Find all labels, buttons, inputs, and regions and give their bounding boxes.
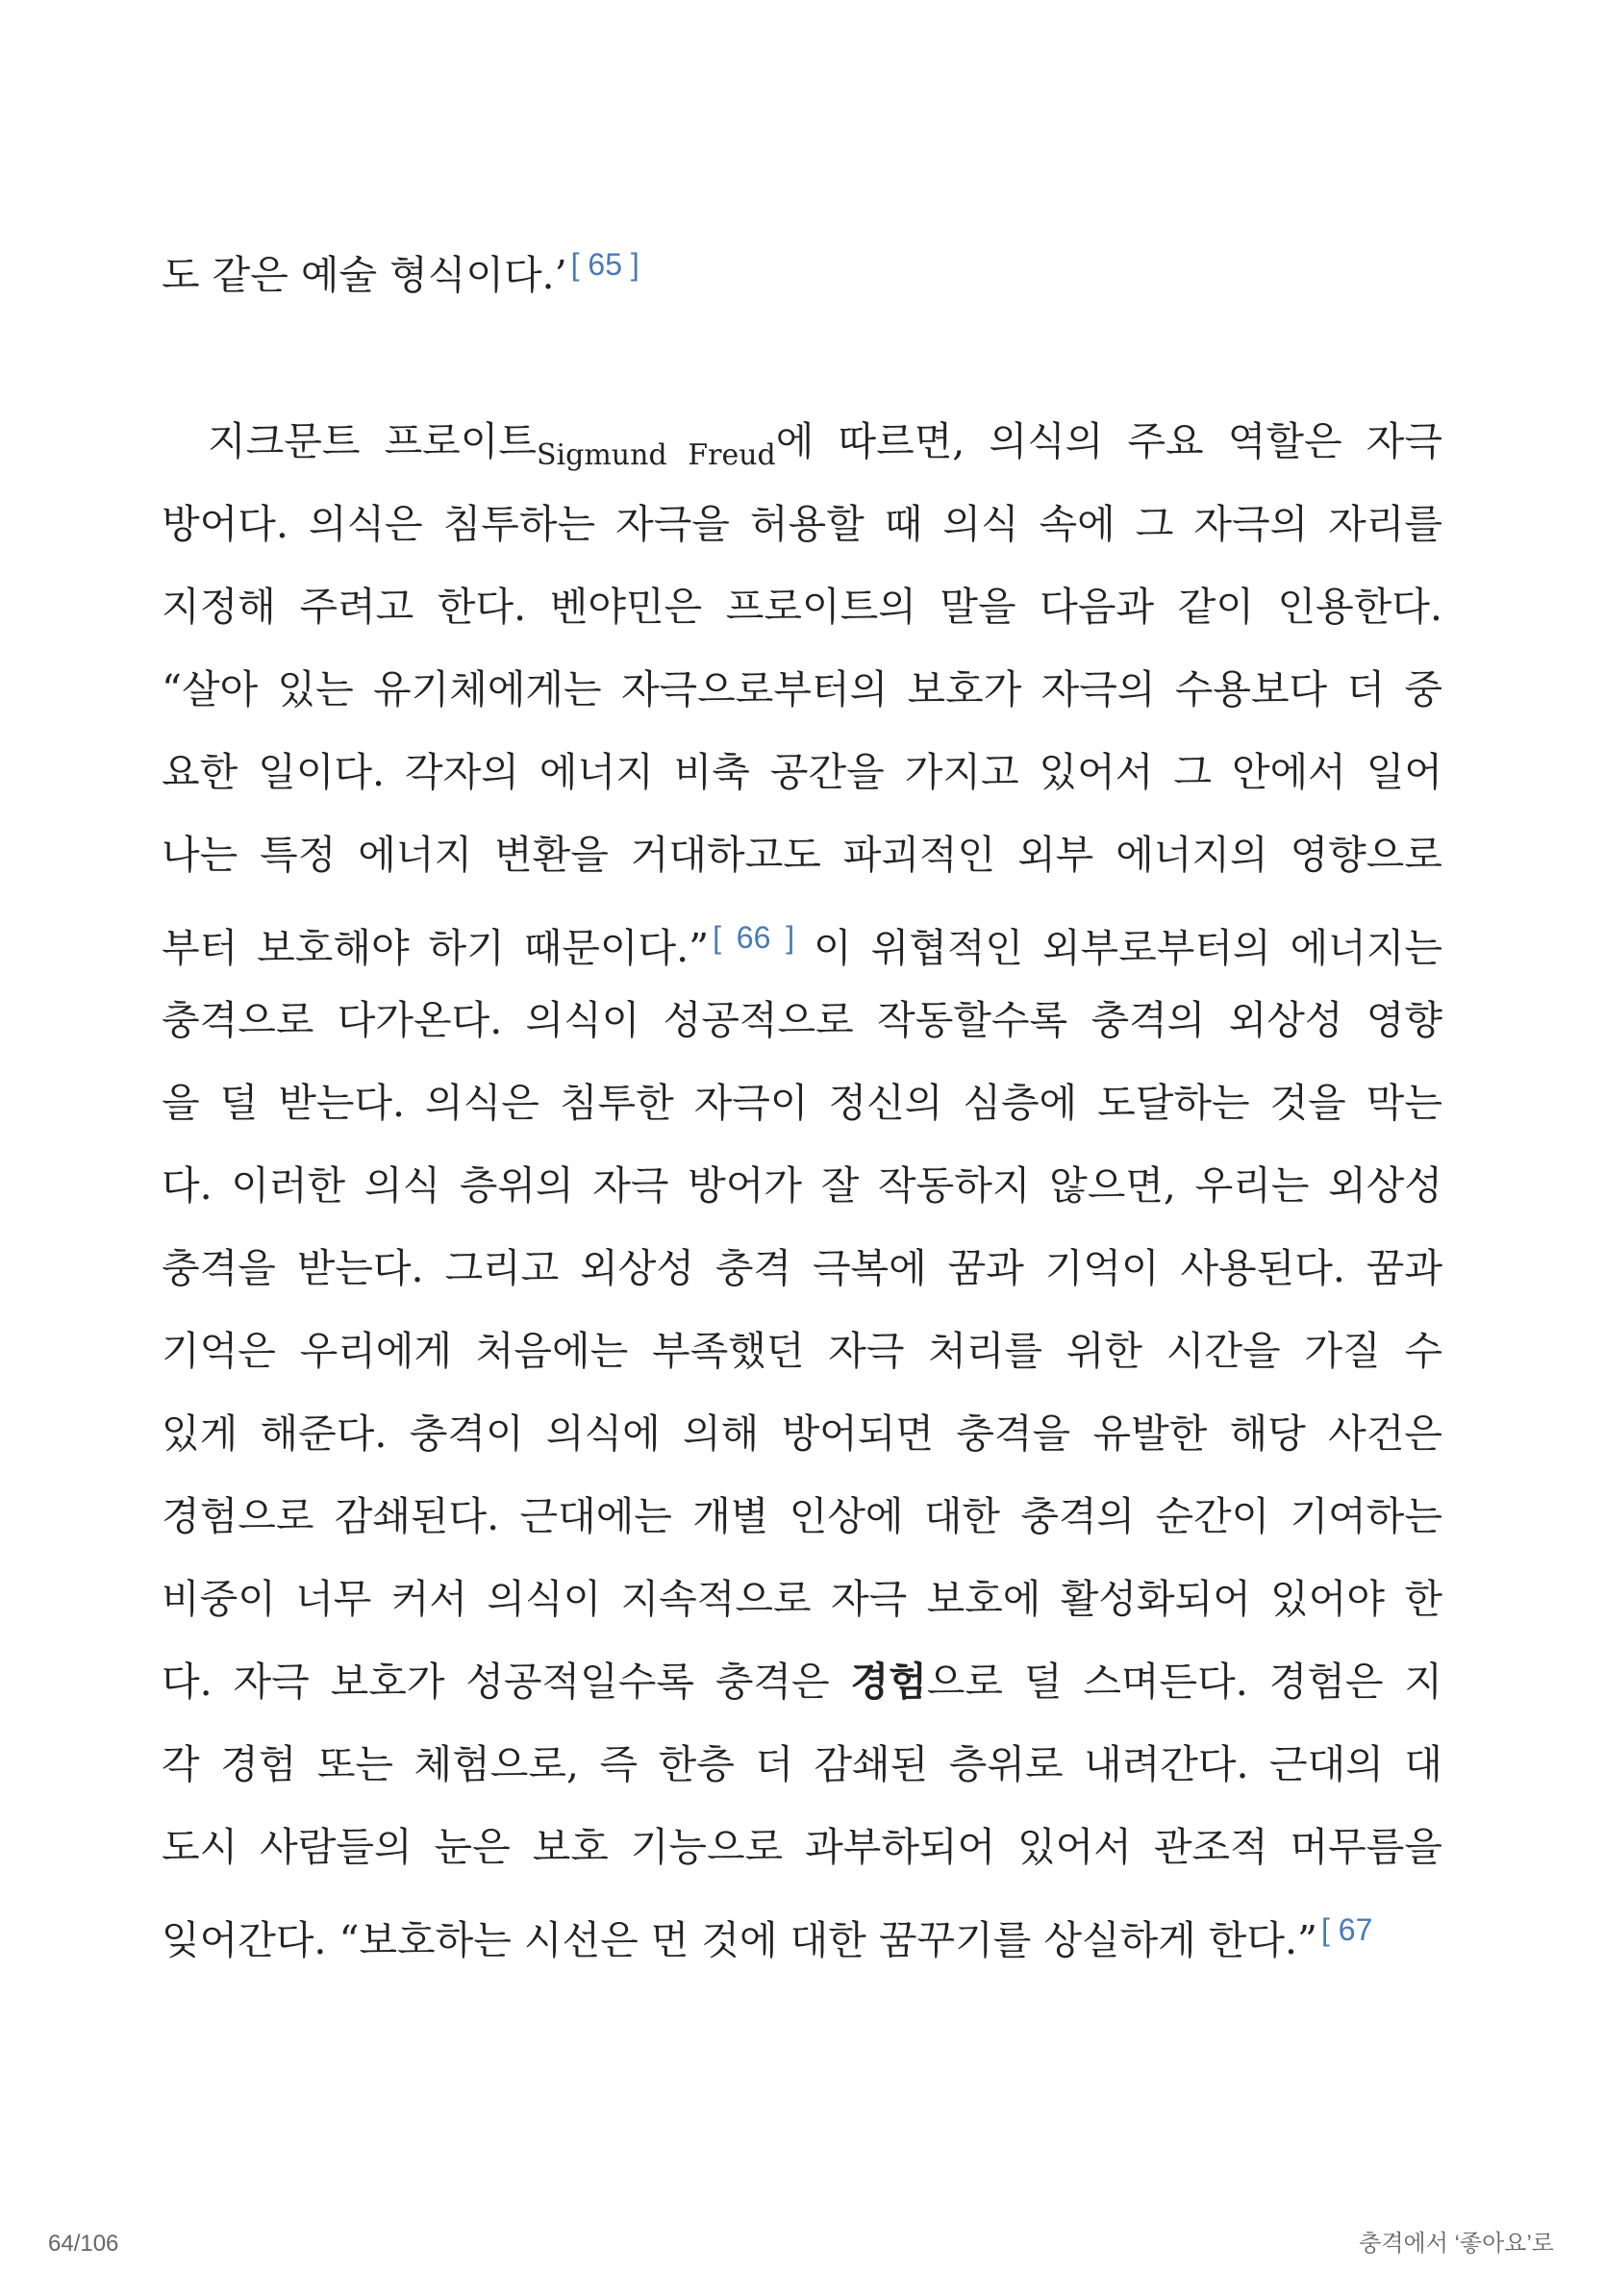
text-line: 방어다. 의식은 침투하는 자극을 허용할 때 의식 속에 그 자극의 자리를 bbox=[162, 501, 1442, 547]
text-line: 을 덜 받는다. 의식은 침투한 자극이 정신의 심층에 도달하는 것을 막는 bbox=[162, 1080, 1442, 1126]
book-title: 충격에서 ‘좋아요’로 bbox=[1359, 2231, 1554, 2257]
text-line: 기억은 우리에게 처음에는 부족했던 자극 처리를 위한 시간을 가질 수 bbox=[162, 1328, 1442, 1374]
text-run: 지크문트 프로이트 bbox=[208, 418, 537, 464]
text-run: 이 위협적인 외부로부터의 에너지는 bbox=[794, 925, 1442, 971]
text-line bbox=[162, 400, 1442, 483]
text-line bbox=[162, 1888, 1442, 1971]
text-run: 으로 덜 스며든다. 경험은 지 bbox=[926, 1659, 1442, 1705]
paragraph-body bbox=[162, 400, 1442, 1971]
text-run: 에 따르면, 의식의 주요 역할은 자극 bbox=[775, 418, 1442, 464]
text-line: “살아 있는 유기체에게는 자극으로부터의 보호가 자극의 수용보다 더 중 bbox=[162, 666, 1442, 712]
footnote-link-67[interactable]: [ 67 bbox=[1321, 1912, 1373, 1947]
text-line bbox=[162, 1640, 1442, 1723]
text-line: 충격으로 다가온다. 의식이 성공적으로 작동할수록 충격의 외상성 영향 bbox=[162, 997, 1442, 1043]
text-line bbox=[162, 896, 1442, 979]
emphasized-term: 경험 bbox=[850, 1659, 927, 1705]
page-number: 64/106 bbox=[48, 2231, 119, 2257]
footnote-link-65[interactable]: [ 65 ] bbox=[570, 247, 639, 282]
text-run: 잊어간다. “보호하는 시선은 먼 것에 대한 꿈꾸기를 상실하게 한다.” bbox=[162, 1917, 1318, 1963]
text-run: 도 같은 예술 형식이다.’ bbox=[162, 252, 567, 298]
text-run: 다. 자극 보호가 성공적일수록 충격은 bbox=[162, 1659, 851, 1705]
text-line: 경험으로 감쇄된다. 근대에는 개별 인상에 대한 충격의 순간이 기여하는 bbox=[162, 1493, 1442, 1539]
text-line: 있게 해준다. 충격이 의식에 의해 방어되면 충격을 유발한 해당 사건은 bbox=[162, 1410, 1442, 1457]
text-line: 충격을 받는다. 그리고 외상성 충격 극복에 꿈과 기억이 사용된다. 꿈과 bbox=[162, 1245, 1442, 1291]
subscript-name: Sigmund Freud bbox=[537, 438, 776, 472]
text-line: 비중이 너무 커서 의식이 지속적으로 자극 보호에 활성화되어 있어야 한 bbox=[162, 1576, 1442, 1622]
text-line bbox=[162, 223, 1442, 306]
text-run: 부터 보호해야 하기 때문이다.” bbox=[162, 925, 710, 971]
text-line: 각 경험 또는 체험으로, 즉 한층 더 감쇄된 층위로 내려간다. 근대의 대 bbox=[162, 1741, 1442, 1787]
text-line: 요한 일이다. 각자의 에너지 비축 공간을 가지고 있어서 그 안에서 일어 bbox=[162, 749, 1442, 795]
text-line: 다. 이러한 의식 층위의 자극 방어가 잘 작동하지 않으면, 우리는 외상성 bbox=[162, 1162, 1442, 1209]
paragraph-continuation bbox=[162, 223, 1442, 306]
text-line: 나는 특정 에너지 변환을 거대하고도 파괴적인 외부 에너지의 영향으로 bbox=[162, 832, 1442, 878]
footnote-link-66[interactable]: [ 66 ] bbox=[713, 920, 795, 955]
text-line: 도시 사람들의 눈은 보호 기능으로 과부하되어 있어서 관조적 머무름을 bbox=[162, 1824, 1442, 1870]
text-line: 지정해 주려고 한다. 벤야민은 프로이트의 말을 다음과 같이 인용한다. bbox=[162, 584, 1442, 630]
